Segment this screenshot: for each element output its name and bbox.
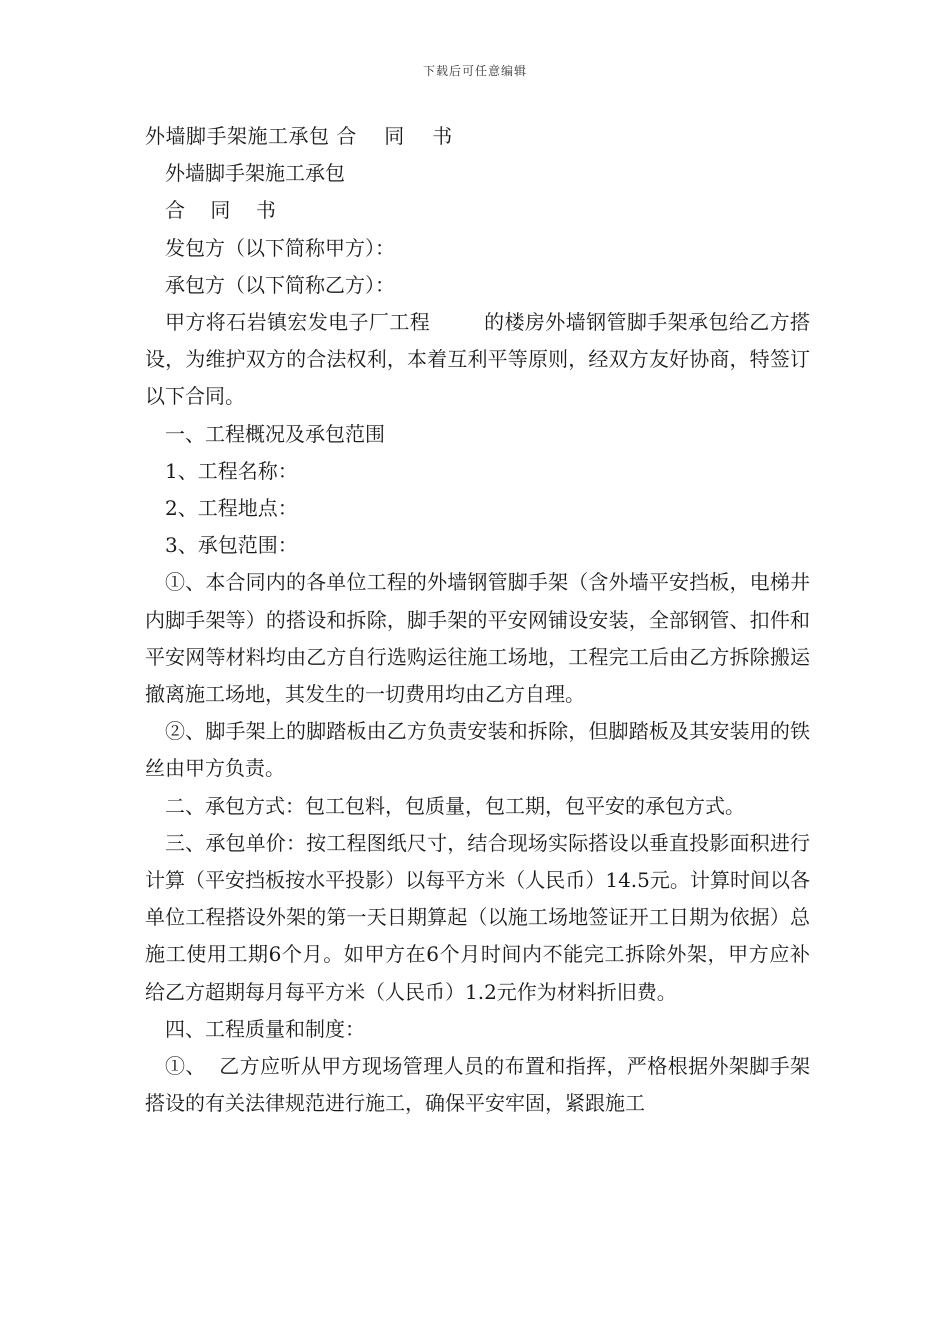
document-subtitle-2: 合 同 书 xyxy=(165,198,276,223)
item-contract-scope: 3、承包范围： xyxy=(165,533,298,558)
section-4-heading: 四、工程质量和制度： xyxy=(165,1016,365,1041)
scope-clause-1: ①、本合同内的各单位工程的外墙钢管脚手架（含外墙平安挡板，电梯井内脚手架等）的搭设和拆除，脚手架的平安网铺设安装，全部钢管、扣件和平安网等材料均由乙方自行选购运往施工场地，工程完工后由乙方拆除搬运撤离施工场地，其发生的一切费用均由乙方自理。 xyxy=(145,570,810,707)
section-2-paragraph: 二、承包方式：包工包料，包质量，包工期，包平安的承包方式。 xyxy=(165,793,745,818)
quality-clause-1: ①、 乙方应听从甲方现场管理人员的布置和指挥，严格根据外架脚手架搭设的有关法律规范进行施工，确保平安牢固，紧跟施工 xyxy=(145,1054,810,1116)
section-1-heading: 一、工程概况及承包范围 xyxy=(165,421,385,446)
section-3-paragraph: 三、承包单价：按工程图纸尺寸，结合现场实际搭设以垂直投影面积进行计算（平安挡板按水平投影）以每平方米（人民币）14.5元。计算时间以各单位工程搭设外架的第一天日期算起（以施工场地签证开工日期为依据）总施工使用工期6个月。如甲方在6个月时间内不能完工拆除外架，甲方应补给乙方超期每月每平方米（人民币）1.2元作为材料折旧费。 xyxy=(145,830,810,1004)
document-subtitle-1: 外墙脚手架施工承包 xyxy=(165,161,345,186)
party-b: 承包方（以下简称乙方）： xyxy=(165,272,395,297)
intro-paragraph: 甲方将石岩镇宏发电子厂工程 的楼房外墙钢管脚手架承包给乙方搭设，为维护双方的合法权利，本着互利平等原则，经双方友好协商，特签订以下合同。 xyxy=(145,310,810,409)
item-project-name: 1、工程名称： xyxy=(165,458,298,483)
document-body xyxy=(145,118,810,1122)
scope-clause-2: ②、脚手架上的脚踏板由乙方负责安装和拆除，但脚踏板及其安装用的铁丝由甲方负责。 xyxy=(145,719,810,781)
party-a: 发包方（以下简称甲方）： xyxy=(165,235,395,260)
document-title: 外墙脚手架施工承包 合 同 书 xyxy=(145,124,453,148)
page-header: 下载后可任意编辑 xyxy=(422,64,527,78)
item-project-location: 2、工程地点： xyxy=(165,496,298,521)
